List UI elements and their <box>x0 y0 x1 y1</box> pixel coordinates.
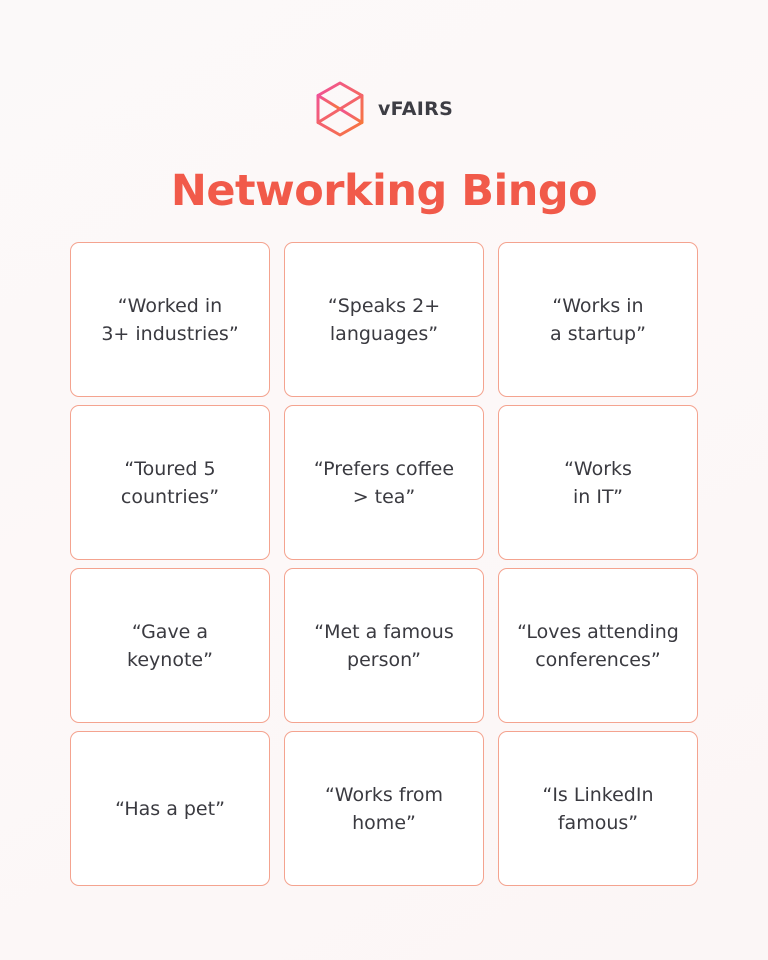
bingo-cell-9[interactable] <box>498 568 698 723</box>
bingo-cell-1[interactable] <box>70 242 270 397</box>
bingo-cell-label: “Has a pet” <box>115 797 225 820</box>
bingo-cell-label: “Gave a keynote” <box>127 620 213 671</box>
bingo-cell-label: “Met a famous person” <box>314 620 454 671</box>
bingo-cell-5[interactable] <box>284 405 484 560</box>
bingo-cell-label: “Works in IT” <box>564 457 632 508</box>
bingo-cell-4[interactable] <box>70 405 270 560</box>
brand-header <box>314 80 453 138</box>
bingo-cell-label: “Works from home” <box>324 783 444 834</box>
bingo-cell-label: “Toured 5 countries” <box>120 457 220 508</box>
brand-name: vFAIRS <box>378 98 454 120</box>
bingo-cell-3[interactable] <box>498 242 698 397</box>
bingo-cell-label: “Speaks 2+ languages” <box>327 294 441 345</box>
hexagon-cube-logo-icon <box>314 80 366 138</box>
bingo-cell-6[interactable] <box>498 405 698 560</box>
bingo-cell-2[interactable] <box>284 242 484 397</box>
bingo-cell-label: “Loves attending conferences” <box>517 620 679 671</box>
bingo-cell-8[interactable] <box>284 568 484 723</box>
bingo-grid <box>70 242 698 886</box>
bingo-cell-12[interactable] <box>498 731 698 886</box>
bingo-cell-label: “Worked in 3+ industries” <box>101 294 239 345</box>
bingo-cell-label: “Is LinkedIn famous” <box>542 783 654 834</box>
bingo-cell-7[interactable] <box>70 568 270 723</box>
bingo-cell-11[interactable] <box>284 731 484 886</box>
page-title: Networking Bingo <box>170 166 598 216</box>
bingo-cell-label: “Prefers coffee > tea” <box>313 457 455 508</box>
bingo-cell-10[interactable] <box>70 731 270 886</box>
bingo-cell-label: “Works in a startup” <box>550 294 646 345</box>
